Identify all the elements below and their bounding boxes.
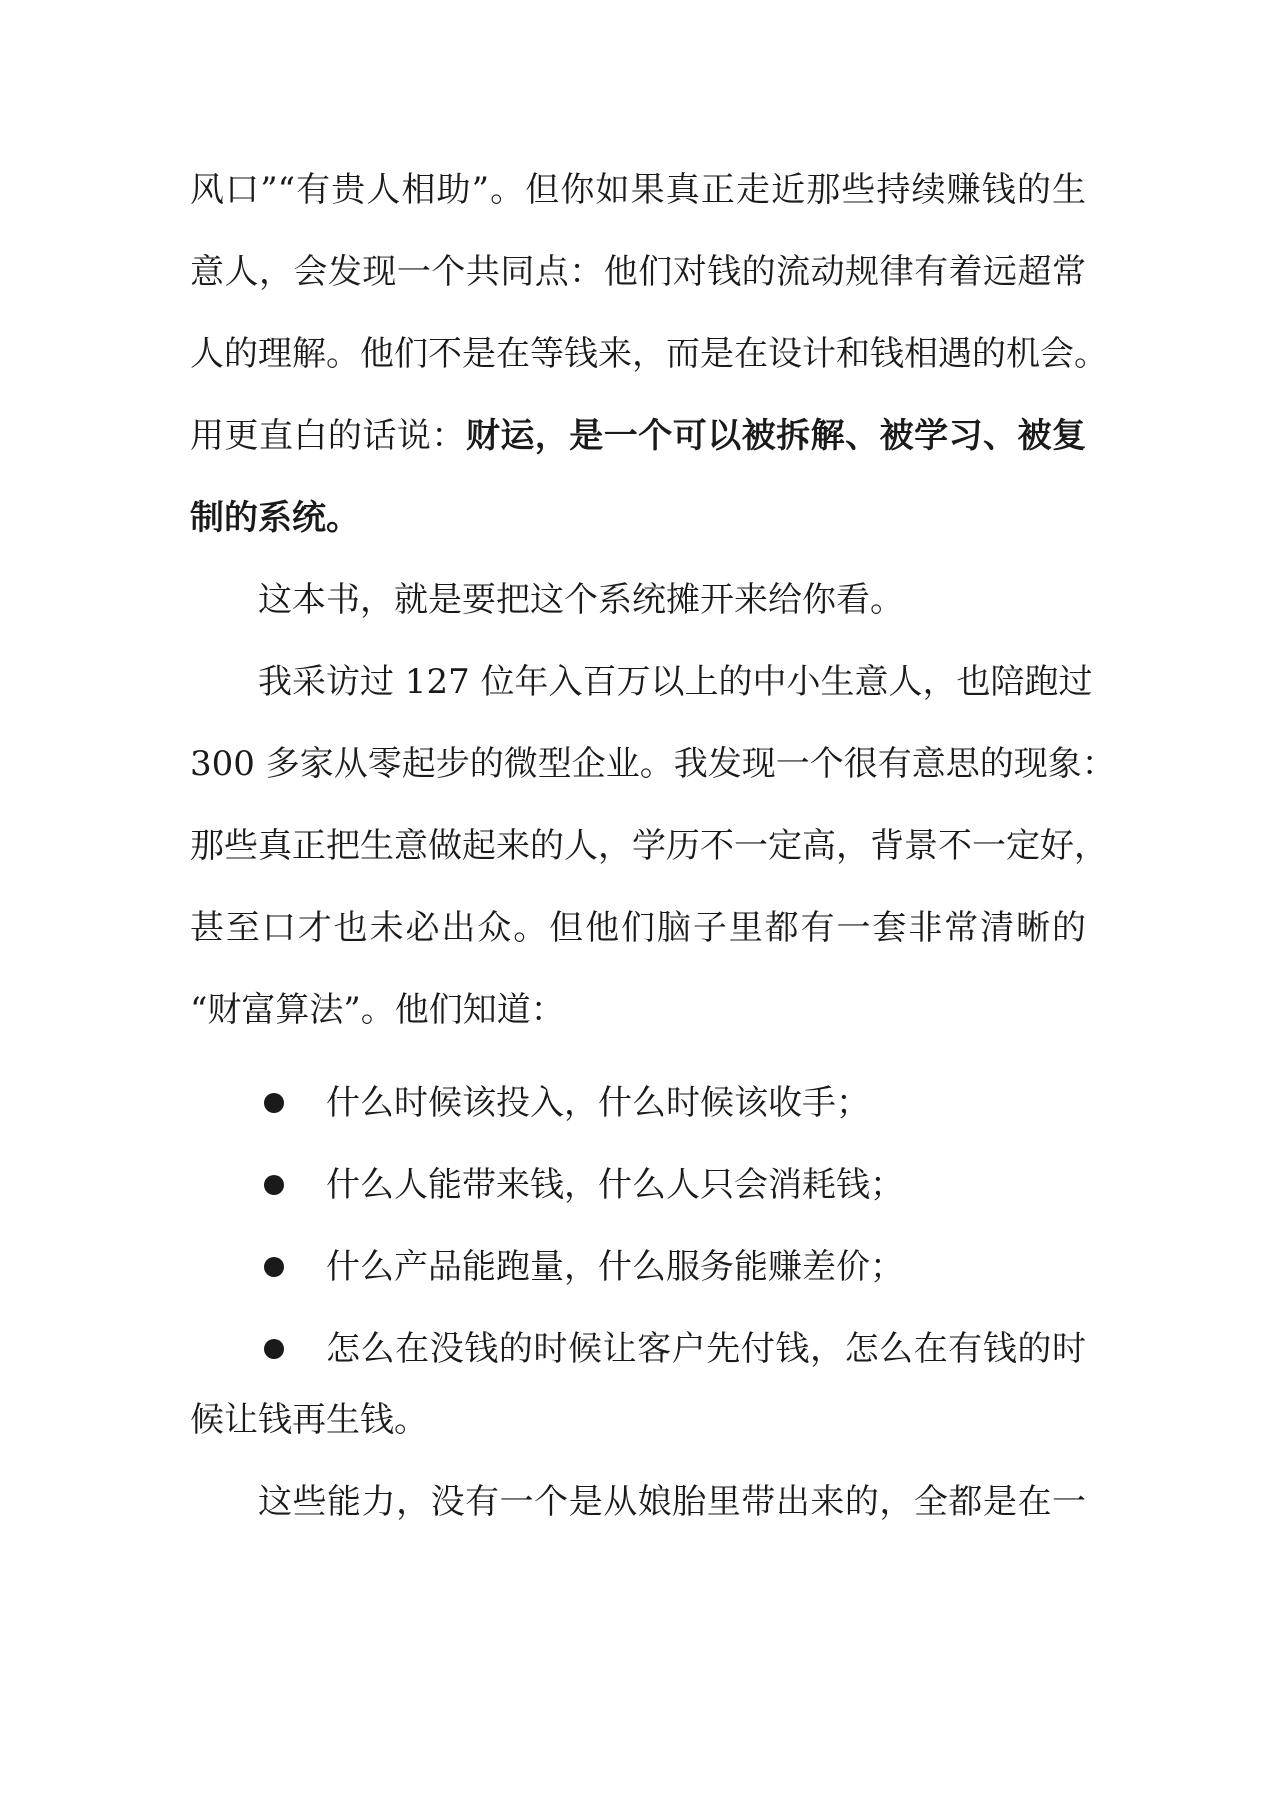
text-line: 300 多家从零起步的微型企业。我发现一个很有意思的现象： bbox=[190, 744, 1116, 784]
body-text bbox=[190, 160, 1116, 1554]
bullet-icon bbox=[264, 1175, 284, 1195]
text-line: 意人，会发现一个共同点：他们对钱的流动规律有着远超常 bbox=[190, 252, 1086, 292]
list-item-text: 什么时候该投入，什么时候该收手； bbox=[326, 1083, 870, 1123]
text-line: 甚至口才也未必出众。但他们脑子里都有一套非常清晰的 bbox=[190, 908, 1086, 948]
text-line: 候让钱再生钱。 bbox=[190, 1400, 428, 1440]
list-item bbox=[190, 1308, 1086, 1390]
bullet-icon bbox=[264, 1339, 284, 1359]
list-item bbox=[190, 1144, 1086, 1226]
list-item-text: 什么产品能跑量，什么服务能赚差价； bbox=[326, 1247, 904, 1287]
text-line: 那些真正把生意做起来的人，学历不一定高，背景不一定好， bbox=[190, 826, 1108, 866]
text-line-bold: 制的系统。 bbox=[190, 498, 360, 538]
list-item-text: 什么人能带来钱，什么人只会消耗钱； bbox=[326, 1165, 904, 1205]
text-line: 人的理解。他们不是在等钱来，而是在设计和钱相遇的机会。 bbox=[190, 334, 1108, 374]
text-line bbox=[190, 406, 1086, 488]
text-line: 风口”“有贵人相助”。但你如果真正走近那些持续赚钱的生 bbox=[190, 170, 1086, 210]
text-line: “财富算法”。他们知道： bbox=[190, 990, 565, 1030]
paragraph-line: 这本书，就是要把这个系统摊开来给你看。 bbox=[258, 580, 904, 620]
text-plain: 用更直白的话说： bbox=[190, 416, 466, 456]
list-item-text: 怎么在没钱的时候让客户先付钱，怎么在有钱的时 bbox=[326, 1329, 1086, 1369]
list-item bbox=[190, 1226, 1086, 1308]
paragraph-line: 这些能力，没有一个是从娘胎里带出来的，全都是在一 bbox=[258, 1482, 1086, 1522]
bullet-icon bbox=[264, 1257, 284, 1277]
bullet-icon bbox=[264, 1093, 284, 1113]
list-item bbox=[190, 1062, 1086, 1144]
text-bold: 财运，是一个可以被拆解、被学习、被复 bbox=[465, 416, 1087, 456]
paragraph-line: 我采访过 127 位年入百万以上的中小生意人，也陪跑过 bbox=[258, 662, 1093, 702]
